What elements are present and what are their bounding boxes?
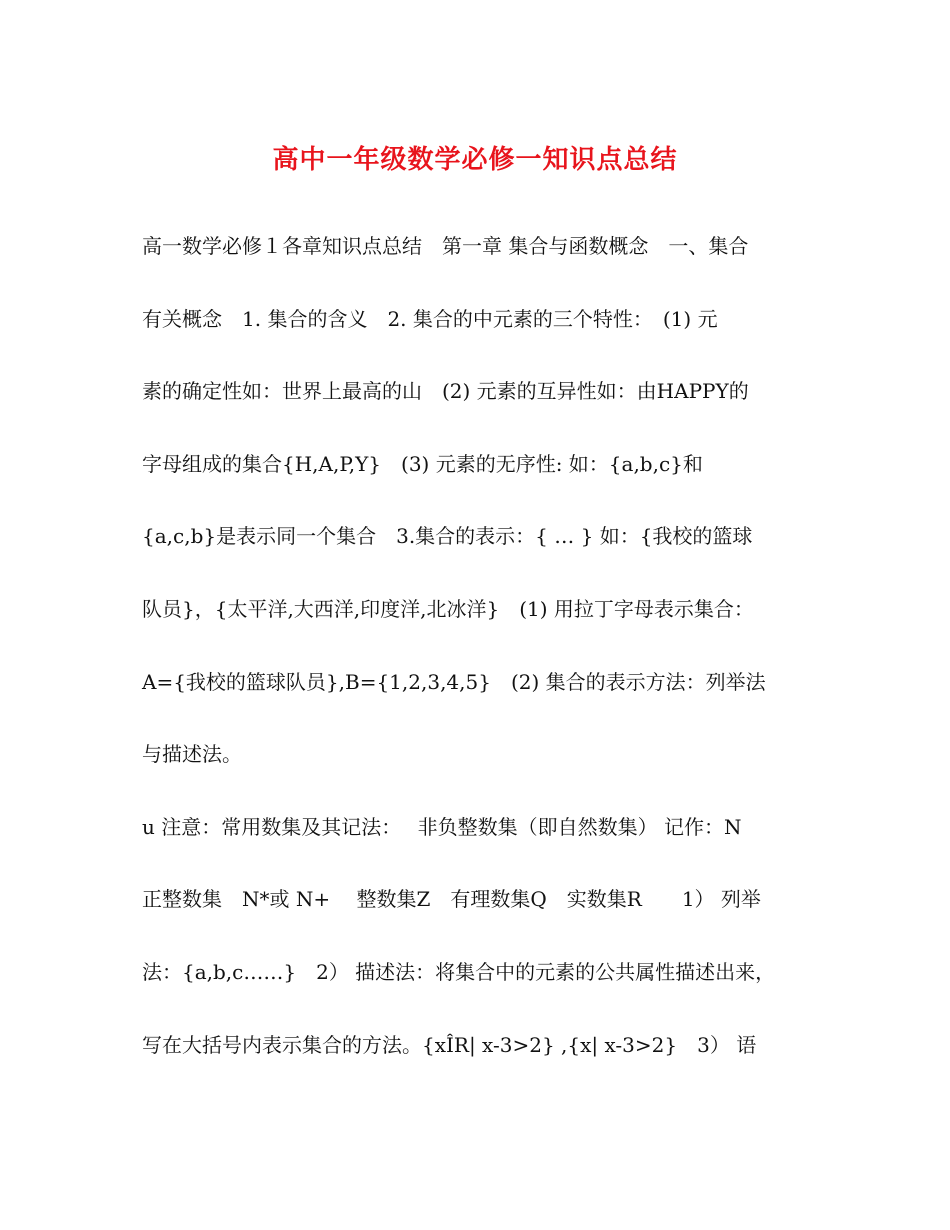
body-line-10: 正整数集 N*或 N+ 整数集Z 有理数集Q 实数集R 1） 列举 (142, 887, 761, 912)
body-line-8: 与描述法。 (142, 742, 242, 767)
body-line-5: {a,c,b}是表示同一个集合 3.集合的表示：{ … } 如：{我校的篮球 (142, 524, 753, 549)
body-line-2: 有关概念 1. 集合的含义 2. 集合的中元素的三个特性： (1) 元 (142, 306, 718, 331)
document-body (142, 226, 822, 1097)
body-line-7: A={我校的篮球队员},B={1,2,3,4,5} (2) 集合的表示方法：列举法 (142, 669, 766, 694)
document-title: 高中一年级数学必修一知识点总结 (272, 145, 678, 175)
body-line-4: 字母组成的集合{H,A,P,Y} (3) 元素的无序性: 如：{a,b,c}和 (142, 451, 703, 476)
body-line-3: 素的确定性如：世界上最高的山 (2) 元素的互异性如：由HAPPY的 (142, 379, 749, 404)
body-line-11: 法：{a,b,c……} 2） 描述法：将集合中的元素的公共属性描述出来， (142, 959, 776, 984)
body-line-12: 写在大括号内表示集合的方法。{xÎR| x-3>2} ,{x| x-3>2} 3） 语 (142, 1032, 757, 1057)
body-line-9: u 注意：常用数集及其记法： 非负整数集（即自然数集） 记作：N (142, 814, 742, 839)
body-line-6: 队员}，{太平洋,大西洋,印度洋,北冰洋} (1) 用拉丁字母表示集合： (142, 596, 754, 621)
body-line-1: 高一数学必修１各章知识点总结 第一章 集合与函数概念 一、集合 (142, 234, 749, 258)
